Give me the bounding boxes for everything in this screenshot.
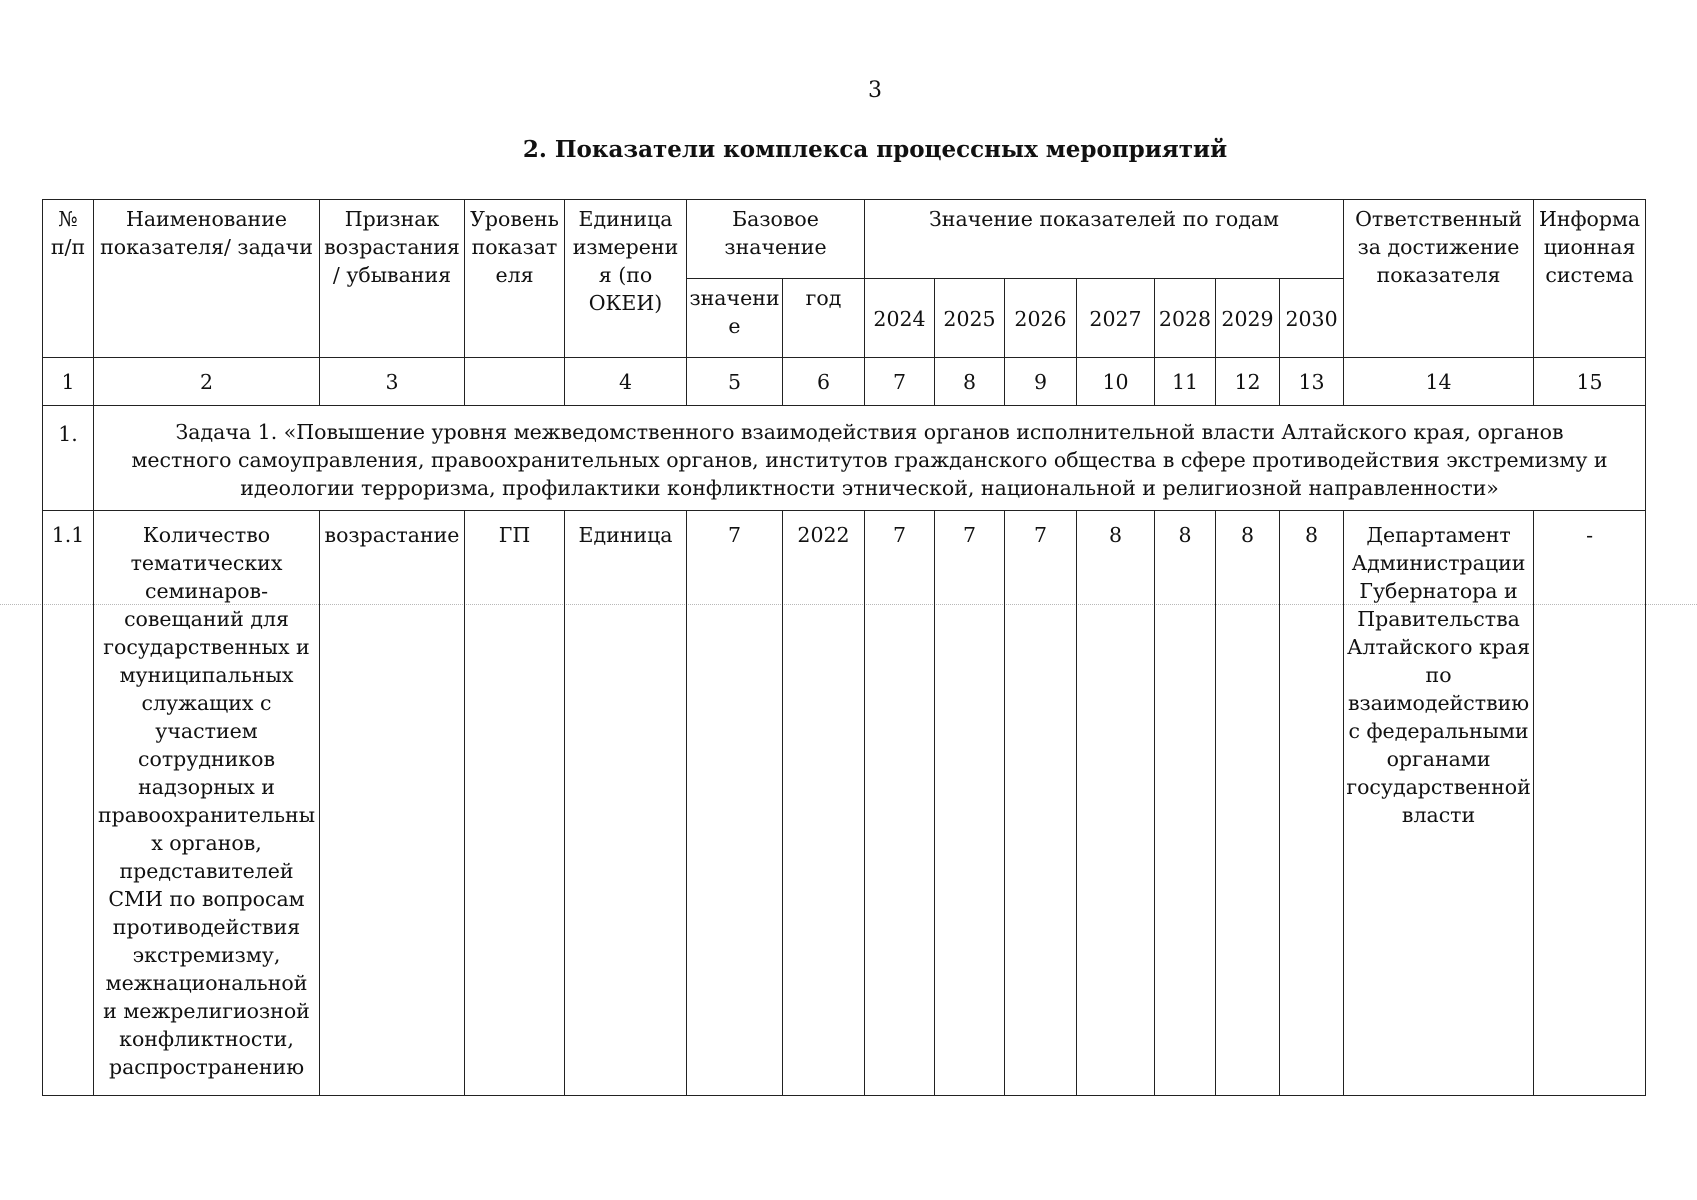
column-number: 10 <box>1077 358 1155 406</box>
header-year: 2026 <box>1005 279 1077 358</box>
row-value-2024: 7 <box>865 511 935 1096</box>
column-number: 2 <box>94 358 320 406</box>
row-number: 1.1 <box>43 511 94 1096</box>
table-row <box>43 511 1646 1096</box>
header-year: 2027 <box>1077 279 1155 358</box>
row-indicator-name: Количество тематических семинаров-совещаний для государственных и муниципальных служащих с участием сотрудников надзорных и правоохранительны х органов, представителей СМИ по вопросам противодействия экстремизму, межнациональной и межрелигиозной конфликтности, распространению <box>94 511 320 1096</box>
header-row <box>43 200 1646 279</box>
header-level: Уровень показат еля <box>465 200 565 358</box>
row-responsible: Департамент Администрации Губернатора и Правительства Алтайского края по взаимодействию с федеральными органами государственной власти <box>1344 511 1534 1096</box>
column-number: 11 <box>1155 358 1216 406</box>
header-indicator-name: Наименование показателя/ задачи <box>94 200 320 358</box>
header-base: Базовое значение <box>687 200 865 279</box>
row-info-system: - <box>1534 511 1646 1096</box>
row-value-2030: 8 <box>1280 511 1344 1096</box>
row-value-2028: 8 <box>1155 511 1216 1096</box>
column-number: 4 <box>565 358 687 406</box>
page-number: 3 <box>868 78 882 103</box>
header-num: № п/п <box>43 200 94 358</box>
header-responsible: Ответственный за достижение показателя <box>1344 200 1534 358</box>
header-year: 2025 <box>935 279 1005 358</box>
indicators-table <box>42 199 1646 1096</box>
column-number: 14 <box>1344 358 1534 406</box>
column-number: 5 <box>687 358 783 406</box>
task-number: 1. <box>43 406 94 511</box>
column-number: 13 <box>1280 358 1344 406</box>
row-unit: Единица <box>565 511 687 1096</box>
header-year: 2024 <box>865 279 935 358</box>
column-number: 3 <box>320 358 465 406</box>
column-number: 7 <box>865 358 935 406</box>
column-number: 1 <box>43 358 94 406</box>
column-number-row <box>43 358 1646 406</box>
header-year: 2029 <box>1216 279 1280 358</box>
row-value-2026: 7 <box>1005 511 1077 1096</box>
column-number: 9 <box>1005 358 1077 406</box>
header-base-value: значени е <box>687 279 783 358</box>
row-value-2025: 7 <box>935 511 1005 1096</box>
task-row <box>43 406 1646 511</box>
row-sign: возрастание <box>320 511 465 1096</box>
header-base-year: год <box>783 279 865 358</box>
header-year: 2028 <box>1155 279 1216 358</box>
column-number: 6 <box>783 358 865 406</box>
header-unit: Единица измерения (по ОКЕИ) <box>565 200 687 358</box>
column-number: 15 <box>1534 358 1646 406</box>
header-values-by-year: Значение показателей по годам <box>865 200 1344 279</box>
column-number: 8 <box>935 358 1005 406</box>
document-title: 2. Показатели комплекса процессных мероприятий <box>522 136 1228 163</box>
row-base-year: 2022 <box>783 511 865 1096</box>
row-level: ГП <box>465 511 565 1096</box>
row-value-2027: 8 <box>1077 511 1155 1096</box>
task-description: Задача 1. «Повышение уровня межведомственного взаимодействия органов исполнительной власти Алтайского края, органов местного самоуправления, правоохранительных органов, институтов гражданского общества в сфере противодействия экстремизму и идеологии терроризма, профилактики конфликтности этнической, национальной и религиозной направленности» <box>94 406 1646 511</box>
row-base-value: 7 <box>687 511 783 1096</box>
header-info-system: Информа ционная система <box>1534 200 1646 358</box>
row-value-2029: 8 <box>1216 511 1280 1096</box>
header-year: 2030 <box>1280 279 1344 358</box>
column-number <box>465 358 565 406</box>
header-sign: Признак возрастания / убывания <box>320 200 465 358</box>
column-number: 12 <box>1216 358 1280 406</box>
